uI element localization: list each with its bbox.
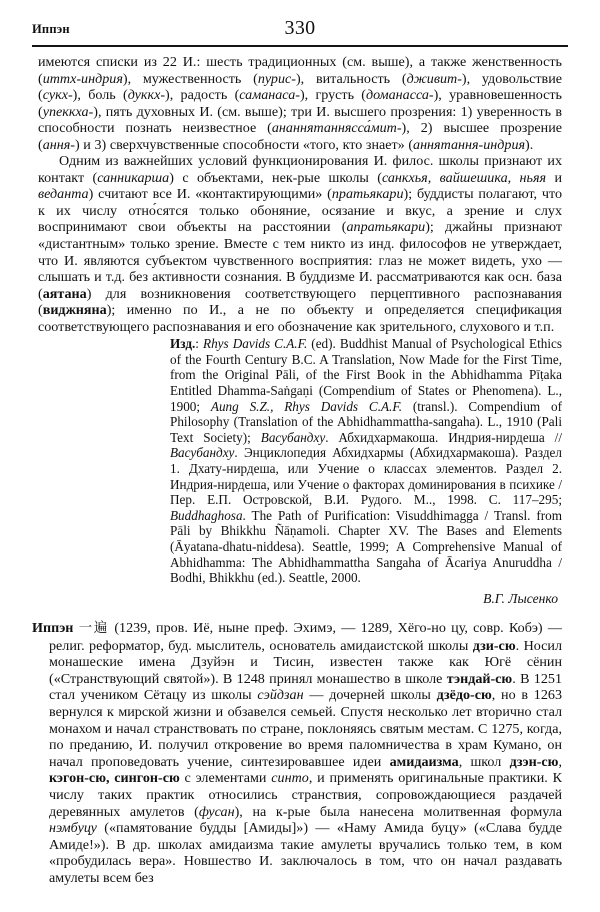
page-number: 330 [284, 17, 316, 39]
paragraph-indriya-contact: Одним из важнейших условий функционирования И. филос. школы признают их контакт (санникарша) с объектами, нек-рые школы (санкхья, вайшешика, ньяя и веданта) считают все И. «контактирующими» (пратьякари); буддисты полагают, что к их числу отно́сятся только обоняние, осязание и вкус, а зрение и слух воспринимают свои объекты на расстоянии (апратьякари); джайны признают «дистантным» только зрение. Вместе с тем никто из инд. философов не утверждает, что И. являются субъектом чувственного восприятия: глаз не может видеть, ухо — слышать и т.д. без активности сознания. В буддизме И. рассматриваются как осн. база (аятана) для возникновения соответствующего перцептивного распознавания (виджняна); именно по И., а не по объекту и определяется спецификация соответствующего распознавания и его обозначение как зрительного, слухового и т.п. [38, 153, 563, 335]
paragraph-indriya-continued: имеются списки из 22 И.: шесть традиционных (см. выше), а также женственность (иттх-индрия), мужественность (пурис-), витальность (дживит-), удовольствие (сукх-), боль (дуккх-), радость (саманаса-), грусть (доманасса-), уравновешенность (упеккха-), пять духовных И. (см. выше); три И. высшего прозрения: 1) уверенность в способности познать неизвестное (ананнятаннясса́мит-), 2) высшее прозрение (ання-) и 3) сверхчувственные способности «того, кто знает» (аннятання-индрия). [38, 54, 563, 153]
running-head-title: Иппэн [32, 22, 70, 36]
article-byline: В.Г. Лысенко [483, 590, 558, 606]
running-head [32, 17, 568, 42]
entry-body-ippen: Иппэн 一遍 (1239, пров. Иё, ныне преф. Эхимэ, — 1289, Хёго-но цу, совр. Кобэ) — религ. реформатор, буд. мыслитель, основатель амидаистской школы дзи-сю. Носил монашеские имена Дзуйэн и Тисин, известен также как Югё сёнин («Странствующий святой»). В 1248 принял монашество в школе тэндай-сю. В 1251 стал учеником Сётацу из школы сэйдзан — дочерней школы дзёдо-сю, но в 1263 вернулся к мирской жизни и обзавелся семьей. Спустя несколько лет вторично стал монахом и начал странствовать по стране, поклоняясь святым местам. С 1275, когда, по преданию, И. получил откровение во время паломничества в храм Кумано, он начал проповедовать учение, синтезировавшее идеи амидаизма, школ дзэн-сю, кэгон-сю, сингон-сю с элементами синто, и применять оригинальные практики. К числу таких практик относились странствия, сопровождающиеся раздачей деревянных амулетов (фусан), на к-рые была нанесена молитвенная формула нэмбуцу («памятование будды [Амиды]») — «Наму Амида буцу» («Слава будде Амиде!»). В др. школах амидаизма такие амулеты вручались только тем, в ком «пробудилась вера». Новшество И. заключалось в том, что он начал раздавать амулеты всем без [32, 620, 563, 886]
bibliography-block: Изд.: Rhys Davids C.A.F. (ed). Buddhist Manual of Psychological Ethics of the Fourth Century B.C. A Translation, Now Made for the First Time, from the Original Pāli, of the First Book in the Abhidhamma Pīṭaka Entitled Dhamma-Saṅgaṇi (Compendium of States or Phenomena). L., 1900; Aung S.Z., Rhys Davids C.A.F. (transl.). Compendium of Philosophy (Translation of the Abhidhammattha-sangaha). L., 1910 (Pali Text Society); Васубандху. Абхидхармакоша. Индрия-нирдеша // Васубандху. Энциклопедия Абхидхармы (Абхидхармакоша). Раздел 1. Дхату-нирдеша, или Учение о классах элементов. Раздел 2. Индрия-нирдеша, или Учение о факторах доминирования в психике / Пер. Е.П. Островской, В.И. Рудого. М.., 1998. С. 117–295; Buddhaghosa. The Path of Purification: Visuddhimagga / Transl. from Pāli by Bhikkhu Ñāṇamoli. Chapter XV. The Bases and Elements (Āyatana-dhatu-niddesa). Seattle, 1999; A Comprehensive Manual of Abhidhamma: The Abhidhammattha Sangaha of Ācariya Anuruddha / Bodhi, Bhikkhu (ed.). Seattle, 2000. [170, 336, 562, 586]
header-rule [32, 45, 568, 47]
dictionary-entry-ippen [32, 620, 562, 887]
body-text-column [38, 54, 562, 607]
